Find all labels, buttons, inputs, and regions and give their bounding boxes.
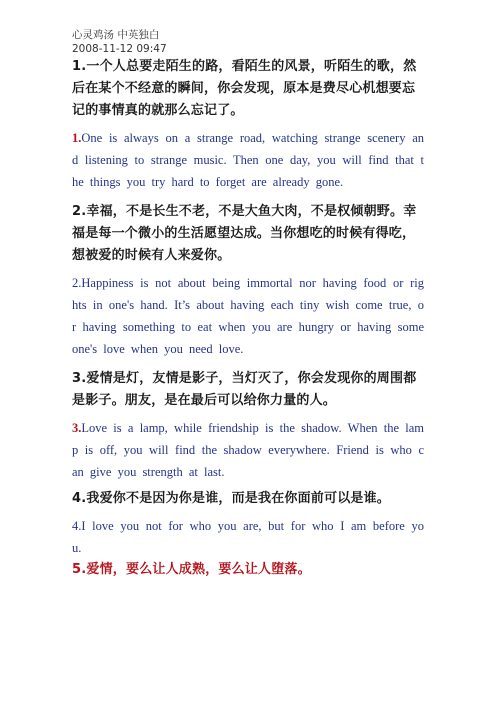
- entry-3-chinese: [72, 368, 424, 412]
- entry-2-chinese: [72, 201, 424, 267]
- entry-1-chinese: [72, 56, 424, 122]
- entry-2-english: [72, 272, 424, 360]
- entry-1-english-text: One is always on a strange road, watching strange scenery and listening to strange music. Then one day, you will find that the things you try hard to forget are already gone.: [72, 131, 424, 189]
- entry-3-english: [72, 417, 424, 483]
- entry-1-english-number: 1.: [72, 131, 82, 145]
- entry-3-english-number: 3.: [72, 421, 82, 435]
- article-title: 心灵鸡汤 中英独白: [72, 29, 160, 41]
- entry-2-english-text: Happiness is not about being immortal nor having food or rights in one's hand. It’s about having each tiny wish come true, or having something to eat when you are hungry or having someone's love when you need love.: [72, 276, 424, 356]
- entry-4-chinese: [72, 488, 424, 510]
- entry-3-english-text: Love is a lamp, while friendship is the shadow. When the lamp is off, you will find the shadow everywhere. Friend is who can give you strength at last.: [72, 421, 424, 479]
- entry-4-chinese-text: 我爱你不是因为你是谁，而是我在你面前可以是谁。: [86, 491, 390, 506]
- entry-4-english-number: 4.: [72, 519, 82, 533]
- entry-1-english: [72, 127, 424, 193]
- entry-2-chinese-text: 幸福，不是长生不老，不是大鱼大肉，不是权倾朝野。幸福是每一个微小的生活愿望达成。当你想吃的时候有得吃，想被爱的时候有人来爱你。: [72, 204, 417, 263]
- article-date: 2008-11-12 09:47: [72, 43, 167, 55]
- entry-4-chinese-number: 4.: [72, 491, 87, 506]
- entry-1-chinese-number: 1.: [72, 59, 87, 74]
- entry-2-chinese-number: 2.: [72, 204, 87, 219]
- entry-3-chinese-number: 3.: [72, 371, 87, 386]
- entry-2-english-number: 2.: [72, 276, 82, 290]
- entry-5-chinese: [72, 559, 424, 581]
- document-page: [72, 28, 424, 581]
- entry-5-chinese-number: 5.: [72, 562, 87, 577]
- entry-3-chinese-text: 爱情是灯，友情是影子，当灯灭了，你会发现你的周围都是影子。朋友，是在最后可以给你力量的人。: [72, 371, 417, 408]
- entry-4-english: [72, 515, 424, 559]
- entry-4-english-text: I love you not for who you are, but for who I am before you.: [72, 519, 424, 555]
- entry-1-chinese-text: 一个人总要走陌生的路，看陌生的风景，听陌生的歌，然后在某个不经意的瞬间，你会发现，原本是费尽心机想要忘记的事情真的就那么忘记了。: [72, 59, 417, 118]
- entry-5-chinese-text: 爱情，要么让人成熟，要么让人堕落。: [86, 562, 311, 577]
